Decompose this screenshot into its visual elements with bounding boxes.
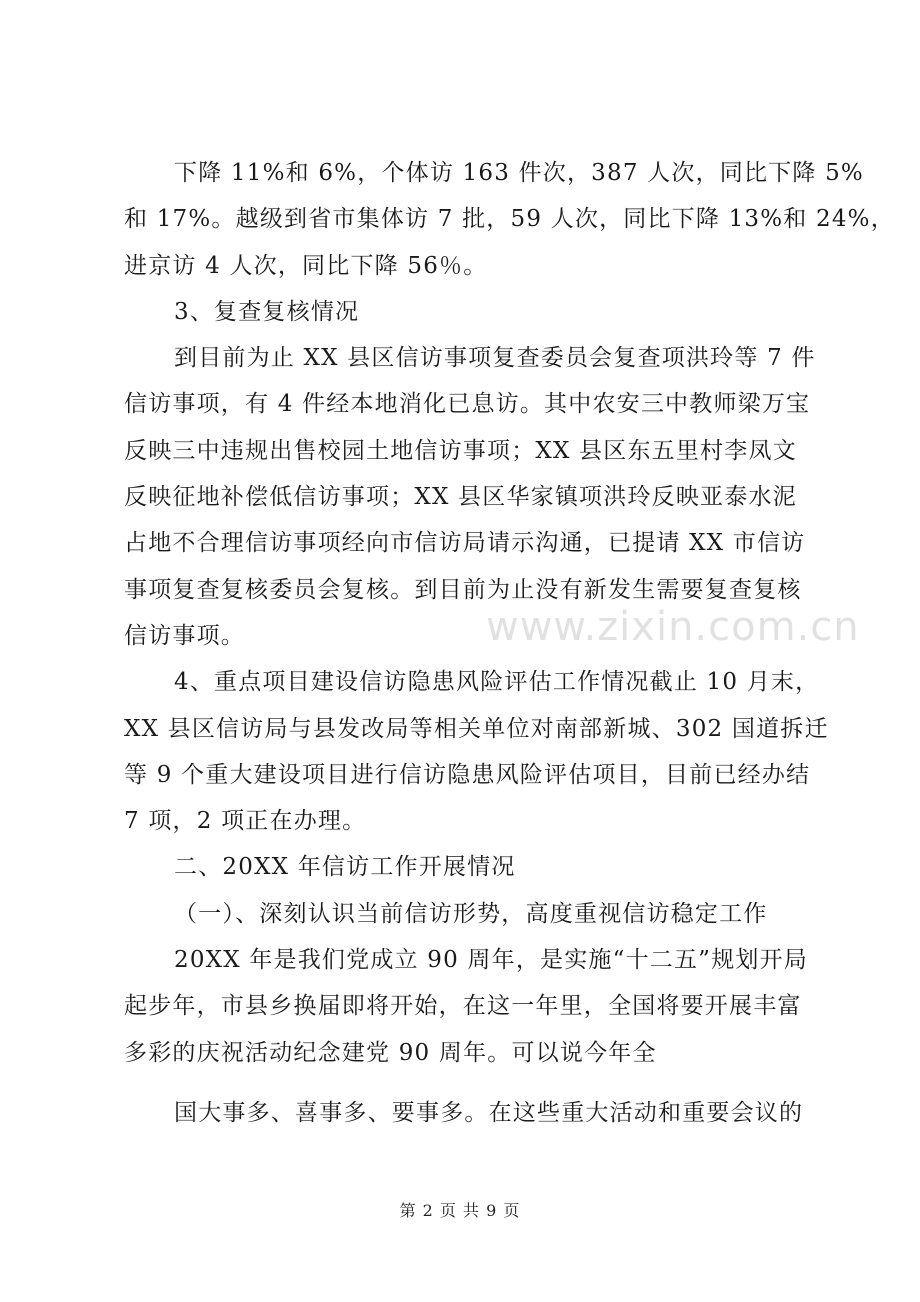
text-line: 事项复查复核委员会复核。到目前为止没有新发生需要复查复核	[124, 576, 802, 603]
text-line: 占地不合理信访事项经向市信访局请示沟通，已提请 XX 市信访	[124, 530, 806, 557]
text-line: 多彩的庆祝活动纪念建党 90 周年。可以说今年全	[124, 1039, 657, 1066]
section-heading: 二、20XX 年信访工作开展情况	[174, 854, 516, 881]
text-line: 国大事多、喜事多、要事多。在这些重大活动和重要会议的	[174, 1099, 804, 1126]
text-line: 进京访 4 人次，同比下降 56％。	[124, 252, 488, 279]
text-line: 7 项，2 项正在办理。	[124, 808, 367, 835]
text-line: 到目前为止 XX 县区信访事项复查委员会复查项洪玲等 7 件	[174, 345, 816, 372]
text-line: 信访事项。	[124, 622, 245, 649]
section-heading: 3、复查复核情况	[174, 298, 360, 325]
text-line: 反映征地补偿低信访事项；XX 县区华家镇项洪玲反映亚泰水泥	[124, 484, 797, 511]
text-line: XX 县区信访局与县发改局等相关单位对南部新城、302 国道拆迁	[124, 715, 829, 742]
text-line: 等 9 个重大建设项目进行信访隐患风险评估项目，目前已经办结	[124, 761, 811, 788]
text-line: 下降 11%和 6%，个体访 163 件次，387 人次，同比下降 5%	[174, 160, 864, 186]
text-line: 和 17%。越级到省市集体访 7 批，59 人次，同比下降 13%和 24%，	[124, 206, 895, 233]
text-line: 起步年，市县乡换届即将开始，在这一年里，全国将要开展丰富	[124, 993, 802, 1020]
text-line: 20XX 年是我们党成立 90 周年，是实施“十二五”规划开局	[174, 947, 808, 974]
subsection-heading: （一）、深刻认识当前信访形势，高度重视信访稳定工作	[174, 900, 768, 927]
page-footer: 第 2 页 共 9 页	[399, 1201, 521, 1220]
text-line: 反映三中违规出售校园土地信访事项；XX 县区东五里村李凤文	[124, 437, 797, 464]
watermark: www.zixin.com.cn	[486, 604, 860, 650]
text-line: 信访事项，有 4 件经本地消化已息访。其中农安三中教师梁万宝	[124, 391, 811, 418]
text-line: 4、重点项目建设信访隐患风险评估工作情况截止 10 月末，	[174, 669, 820, 696]
spacer	[124, 1076, 824, 1090]
